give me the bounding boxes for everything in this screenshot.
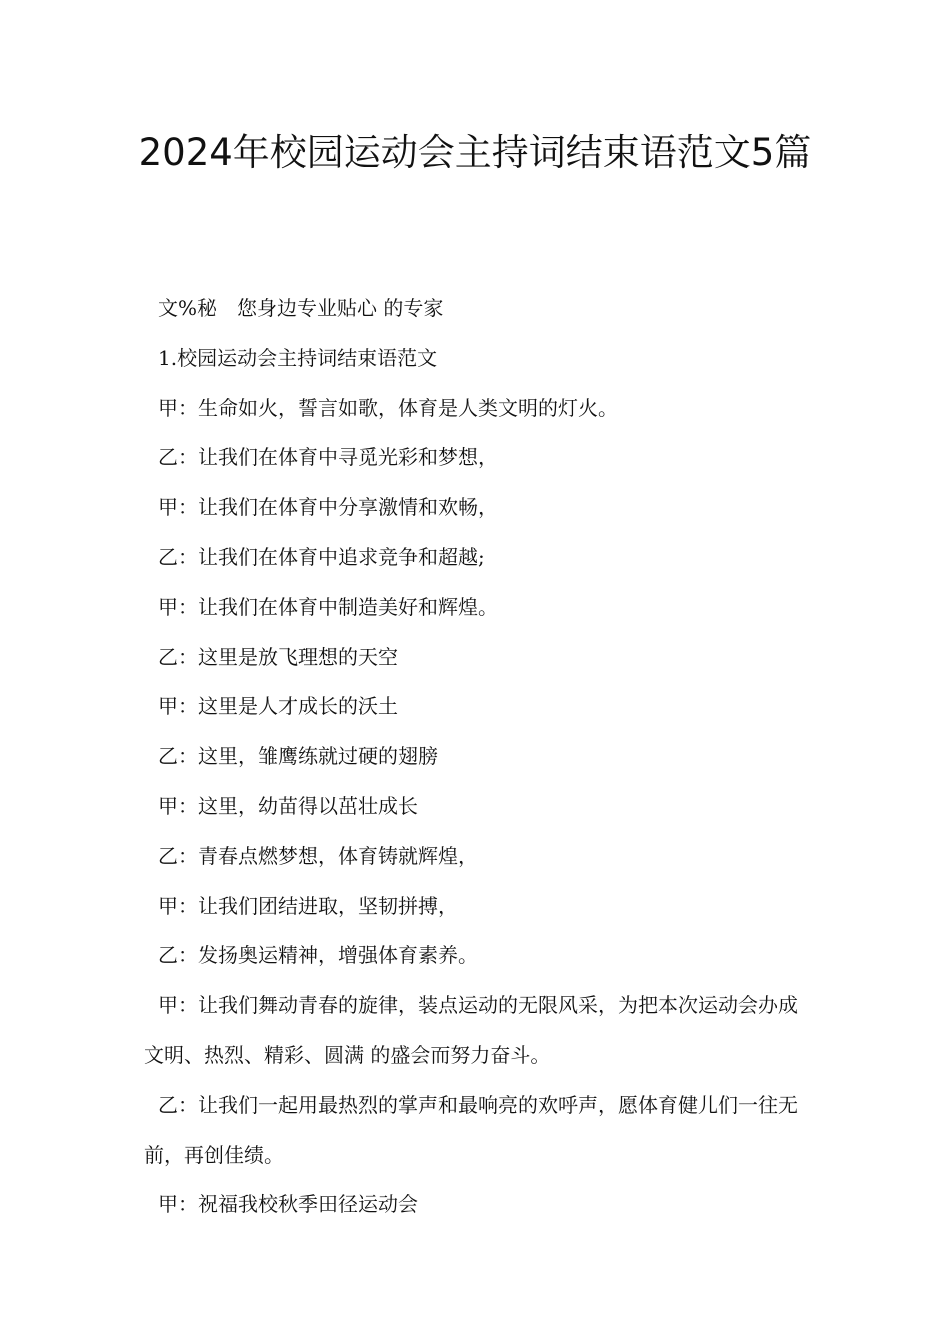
body-paragraph: 乙：这里是放飞理想的天空 xyxy=(158,644,398,669)
document-body xyxy=(144,284,810,1230)
body-paragraph: 1.校园运动会主持词结束语范文 xyxy=(158,345,438,370)
body-paragraph: 乙：让我们在体育中追求竞争和超越; xyxy=(158,544,485,569)
body-paragraph: 甲：让我们舞动青春的旋律，装点运动的无限风采，为把本次运动会办成 文明、热烈、精彩、圆满 的盛会而努力奋斗。 xyxy=(144,993,798,1067)
body-paragraph: 乙：这里，雏鹰练就过硬的翅膀 xyxy=(158,744,438,769)
body-paragraph: 乙：发扬奥运精神，增强体育素养。 xyxy=(158,943,478,968)
body-paragraph: 甲：祝福我校秋季田径运动会 xyxy=(158,1192,418,1217)
body-paragraph: 甲：让我们在体育中分享激情和欢畅， xyxy=(158,495,498,520)
body-paragraph: 甲：这里是人才成长的沃土 xyxy=(158,694,398,719)
body-paragraph: 乙：让我们一起用最热烈的掌声和最响亮的欢呼声，愿体育健儿们一往无前，再创佳绩。 xyxy=(144,1092,798,1167)
body-paragraph: 甲：让我们在体育中制造美好和辉煌。 xyxy=(158,594,498,619)
body-paragraph: 乙：让我们在体育中寻觅光彩和梦想， xyxy=(158,445,498,470)
body-paragraph: 文%秘 您身边专业贴心 的专家 xyxy=(158,296,444,320)
body-paragraph: 乙：青春点燃梦想，体育铸就辉煌， xyxy=(158,843,478,868)
body-paragraph: 甲：生命如火，誓言如歌，体育是人类文明的灯火。 xyxy=(158,395,618,420)
body-paragraph: 甲：这里，幼苗得以茁壮成长 xyxy=(158,793,418,818)
body-paragraph: 甲：让我们团结进取，坚韧拼搏， xyxy=(158,893,458,918)
document-title: 2024年校园运动会主持词结束语范文5篇 xyxy=(138,131,812,174)
